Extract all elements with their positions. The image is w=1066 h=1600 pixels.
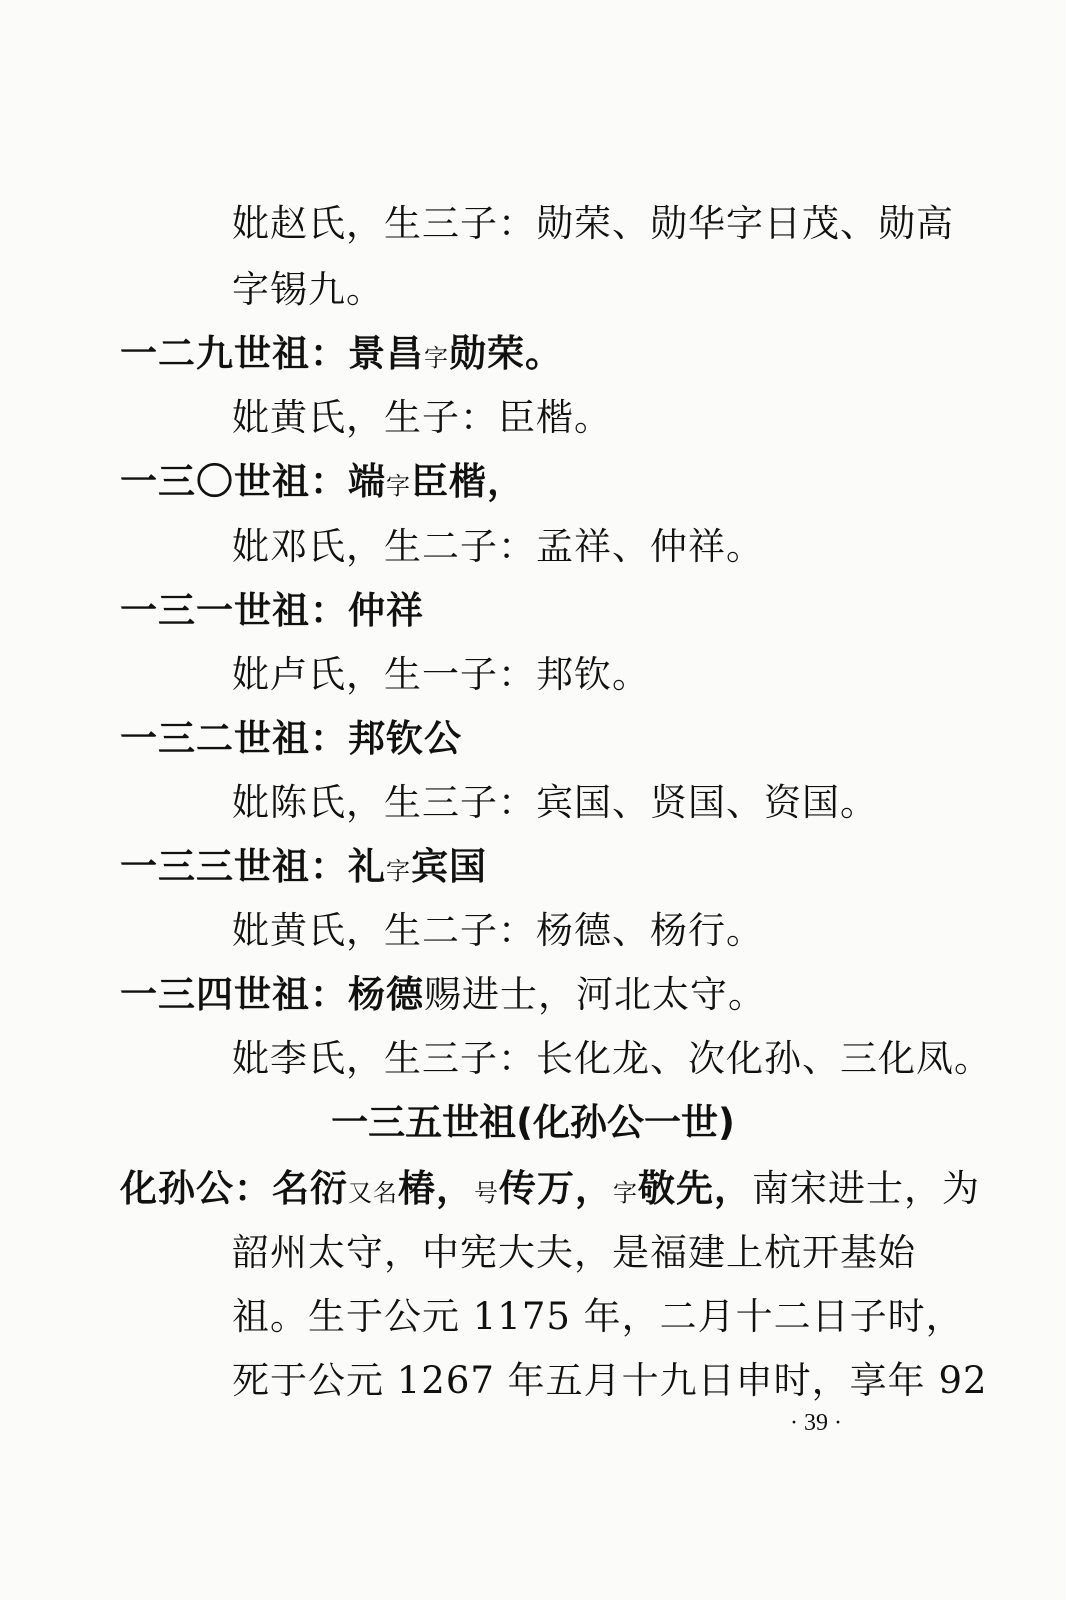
ancestor-name: 端 — [348, 460, 386, 503]
huasun-zi: 敬先， — [638, 1167, 752, 1210]
generation-label: 一三二世祖： — [120, 717, 348, 760]
text-line: 字锡九。 — [232, 268, 384, 311]
generation-label: 一三四世祖： — [120, 973, 348, 1016]
ancestor-name: 仲祥 — [348, 589, 424, 632]
ancestor-name: 礼 — [348, 845, 386, 888]
courtesy-name: 勋荣。 — [449, 332, 563, 375]
ancestor-name: 邦钦公 — [348, 717, 462, 760]
huasun-alt-name: 椿， — [398, 1167, 474, 1210]
ancestor-name: 景昌 — [348, 332, 424, 375]
text-line: 妣黄氏，生子：臣楷。 — [232, 396, 612, 439]
text-line: 死于公元 1267 年五月十九日申时，享年 92 — [232, 1359, 988, 1402]
generation-heading — [120, 843, 487, 895]
text-line: 妣黄氏，生二子：杨德、杨行。 — [232, 909, 764, 952]
generation-label: 一三一世祖： — [120, 589, 348, 632]
text-line: 妣李氏，生三子：长化龙、次化孙、三化凤。 — [232, 1037, 992, 1080]
alt-name-marker: 又名 — [348, 1179, 398, 1207]
hao-marker: 号 — [474, 1179, 499, 1207]
section-title: 一三五世祖(化孙公一世) — [331, 1101, 735, 1144]
huasun-intro-line — [120, 1165, 980, 1217]
courtesy-name: 臣楷， — [411, 460, 525, 503]
courtesy-name: 宾国 — [411, 845, 487, 888]
text-line: 祖。生于公元 1175 年，二月十二日子时， — [232, 1295, 964, 1338]
generation-label: 一二九世祖： — [120, 332, 348, 375]
huasun-given-name: 名衍 — [272, 1167, 348, 1210]
generation-heading — [120, 330, 563, 382]
generation-heading — [120, 458, 525, 510]
text-line: 妣卢氏，生一子：邦钦。 — [232, 653, 650, 696]
courtesy-marker: 字 — [386, 472, 411, 500]
generation-heading — [120, 587, 424, 635]
text-line: 妣陈氏，生三子：宾国、贤国、资国。 — [232, 781, 878, 824]
generation-heading — [120, 715, 462, 763]
huasun-hao: 传万， — [499, 1167, 613, 1210]
generation-heading — [120, 971, 766, 1019]
ancestor-name: 杨德 — [348, 973, 424, 1016]
text-line: 妣赵氏，生三子：勋荣、勋华字日茂、勋高 — [232, 202, 954, 245]
text-line: 妣邓氏，生二子：孟祥、仲祥。 — [232, 525, 764, 568]
generation-label: 一三〇世祖： — [120, 460, 348, 503]
courtesy-marker: 字 — [424, 344, 449, 372]
generation-label: 一三三世祖： — [120, 845, 348, 888]
huasun-label: 化孙公： — [120, 1167, 272, 1210]
page-number: · 39 · — [790, 1410, 842, 1436]
huasun-description: 南宋进士，为 — [752, 1167, 980, 1210]
courtesy-marker: 字 — [386, 857, 411, 885]
text-line: 韶州太守，中宪大夫，是福建上杭开基始 — [232, 1231, 916, 1274]
zi-marker: 字 — [613, 1179, 638, 1207]
ancestor-description: 赐进士，河北太守。 — [424, 973, 766, 1016]
